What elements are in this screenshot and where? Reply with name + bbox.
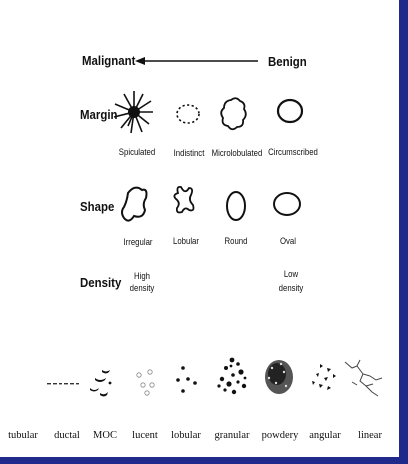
spiculated-shape-icon	[114, 91, 153, 133]
calc-lobular-caption: lobular	[171, 430, 201, 441]
oval-shape-icon	[274, 193, 300, 215]
microlobulated-caption: Microlobulated	[211, 148, 263, 159]
irregular-caption: Irregular	[123, 237, 153, 248]
density-row-label: Density	[80, 275, 122, 290]
round-shape-icon	[227, 192, 245, 220]
calc-lucent-caption: lucent	[132, 430, 158, 441]
moc-calcification-icon	[90, 370, 111, 397]
lobular-caption: Lobular	[172, 236, 199, 247]
spiculated-caption: Spiculated	[118, 147, 156, 158]
scale-arrow	[135, 57, 258, 65]
circumscribed-shape-icon	[278, 100, 302, 122]
calc-powdery-caption: powdery	[261, 430, 299, 441]
calc-tubular-caption: tubular	[8, 430, 38, 441]
high-density-caption-1: High	[133, 271, 151, 282]
low-density-caption-2: density	[278, 283, 304, 294]
powdery-calcification-icon	[265, 360, 293, 394]
angular-calcification-icon	[312, 364, 336, 390]
calc-granular-caption: granular	[214, 430, 250, 441]
low-density-caption-1: Low	[283, 269, 299, 280]
granular-calcification-icon	[217, 358, 246, 395]
indistinct-shape-icon	[177, 105, 199, 123]
calc-moc-caption: MOC	[93, 430, 117, 441]
microlobulated-shape-icon	[221, 98, 246, 129]
linear-calcification-icon	[345, 360, 382, 396]
lobular-calcification-icon	[176, 366, 197, 393]
benign-label: Benign	[268, 54, 307, 69]
lucent-calcification-icon	[137, 370, 154, 395]
ductal-calcification-icon	[47, 383, 79, 384]
indistinct-caption: Indistinct	[173, 148, 205, 159]
high-density-caption-2: density	[129, 283, 155, 294]
oval-caption: Oval	[279, 236, 297, 247]
malignant-label: Malignant	[82, 53, 136, 68]
calc-ductal-caption: ductal	[54, 430, 80, 441]
round-caption: Round	[224, 236, 248, 247]
margin-row-label: Margin	[80, 107, 118, 122]
irregular-shape-icon	[122, 188, 147, 221]
circumscribed-caption: Circumscribed	[268, 147, 318, 158]
lobular-shape-icon	[174, 187, 193, 213]
calc-linear-caption: linear	[358, 430, 382, 441]
calc-angular-caption: angular	[309, 430, 341, 441]
shape-row-label: Shape	[80, 199, 115, 214]
